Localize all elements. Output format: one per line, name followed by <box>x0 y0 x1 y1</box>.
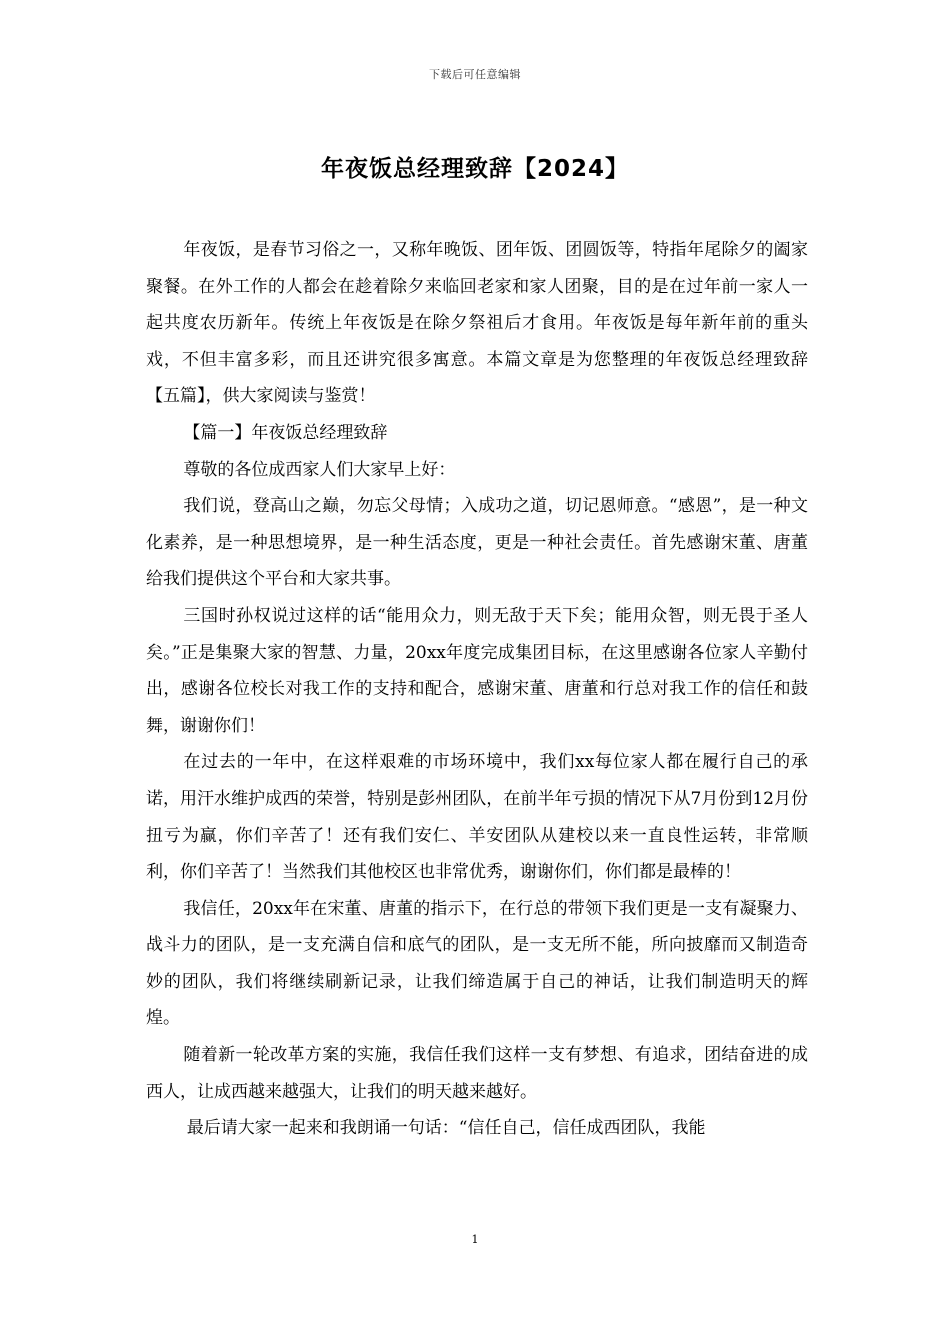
greeting-paragraph: 尊敬的各位成西家人们大家早上好： <box>183 459 456 480</box>
body-paragraph: 最后请大家一起来和我朗诵一句话：“信任自己，信任成西团队，我能 <box>186 1118 706 1139</box>
section-heading: 【篇一】年夜饭总经理致辞 <box>183 422 388 443</box>
body-paragraph: 我信任，20xx年在宋董、唐董的指示下，在行总的带领下我们更是一支有凝聚力、战斗力的团队，是一支充满自信和底气的团队，是一支无所不能，所向披靡而又制造奇妙的团队，我们将继续刷新记录，让我们缔造属于自己的神话，让我们制造明天的辉煌。 <box>146 898 808 1029</box>
body-paragraph: 随着新一轮改革方案的实施，我信任我们这样一支有梦想、有追求，团结奋进的成西人，让成西越来越强大，让我们的明天越来越好。 <box>146 1045 808 1102</box>
body-paragraph: 我们说，登高山之巅，勿忘父母情；入成功之道，切记恩师意。“感恩”，是一种文化素养，是一种思想境界，是一种生活态度，更是一种社会责任。首先感谢宋董、唐董给我们提供这个平台和大家共事。 <box>146 496 808 590</box>
body-paragraph: 三国时孙权说过这样的话“能用众力，则无敌于天下矣；能用众智，则无畏于圣人矣。”正是集聚大家的智慧、力量，20xx年度完成集团目标，在这里感谢各位家人辛勤付出，感谢各位校长对我工作的支持和配合，感谢宋董、唐董和行总对我工作的信任和鼓舞，谢谢你们！ <box>146 605 808 736</box>
intro-paragraph: 年夜饭，是春节习俗之一，又称年晚饭、团年饭、团圆饭等，特指年尾除夕的阖家聚餐。在外工作的人都会在趁着除夕来临回老家和家人团聚，目的是在过年前一家人一起共度农历新年。传统上年夜饭是在除夕祭祖后才食用。年夜饭是每年新年前的重头戏，不但丰富多彩，而且还讲究很多寓意。本篇文章是为您整理的年夜饭总经理致辞【五篇】，供大家阅读与鉴赏！ <box>146 240 808 407</box>
header-note: 下载后可任意编辑 <box>429 68 521 81</box>
document-title: 年夜饭总经理致辞【2024】 <box>320 156 629 182</box>
document-body <box>146 232 808 1147</box>
page-number: 1 <box>471 1233 479 1246</box>
body-paragraph: 在过去的一年中，在这样艰难的市场环境中，我们xx每位家人都在履行自己的承诺，用汗水维护成西的荣誉，特别是彭州团队，在前半年亏损的情况下从7月份到12月份扭亏为赢，你们辛苦了！还有我们安仁、羊安团队从建校以来一直良性运转，非常顺利，你们辛苦了！当然我们其他校区也非常优秀，谢谢你们，你们都是最棒的！ <box>146 752 808 883</box>
